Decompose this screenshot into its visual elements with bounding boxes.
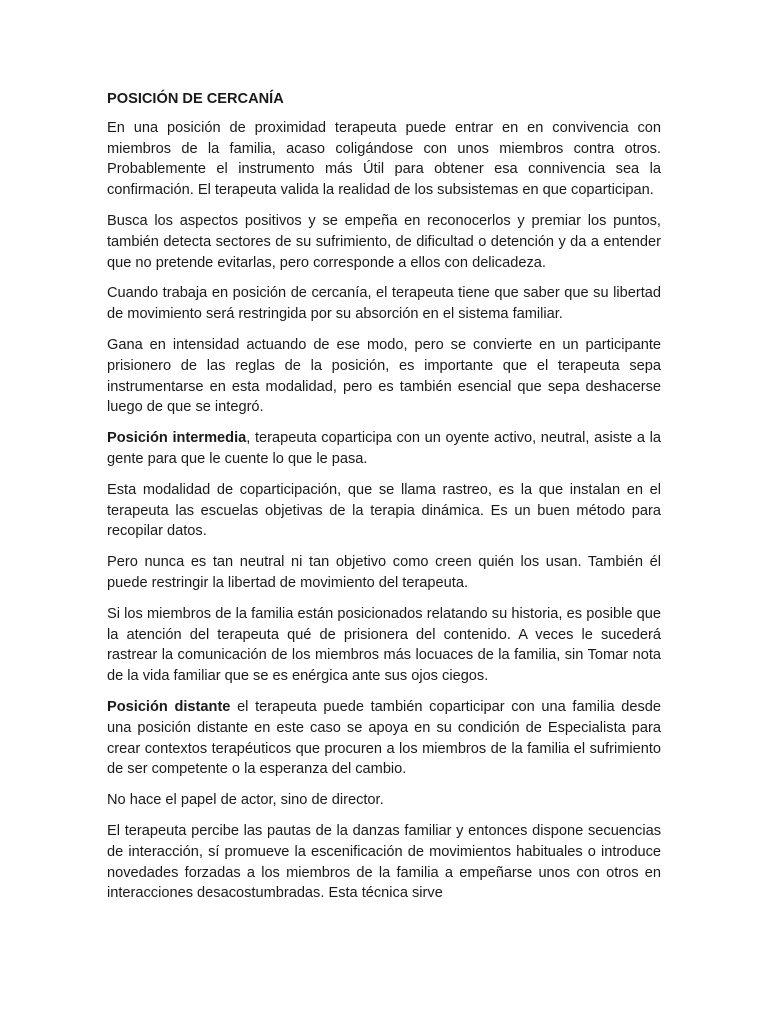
paragraph-text: Esta modalidad de coparticipación, que se llama rastreo, es la que instalan en el terapeuta las escuelas objetivas de la terapia dinámica. Es un buen método para recopilar datos. <box>107 481 661 540</box>
paragraph <box>107 283 661 325</box>
paragraph <box>107 697 661 780</box>
paragraph-text: Pero nunca es tan neutral ni tan objetivo como creen quién los usan. También él puede restringir la libertad de movimiento del terapeuta. <box>107 554 661 591</box>
section-heading: POSICIÓN DE CERCANÍA <box>107 91 284 107</box>
document-body <box>107 89 661 914</box>
paragraph-text: Cuando trabaja en posición de cercanía, el terapeuta tiene que saber que su libertad de movimiento será restringida por su absorción en el sistema familiar. <box>107 285 661 323</box>
paragraph <box>107 480 661 542</box>
paragraph-lead: Posición distante <box>107 698 231 715</box>
paragraph <box>107 790 661 811</box>
paragraph <box>107 552 661 594</box>
paragraph-text: Gana en intensidad actuando de ese modo, pero se convierte en un participante prisionero de las reglas de la posición, es importante que el terapeuta sepa instrumentarse en esta modalidad, pero es también esencial que sepa deshacerse luego de que se integró. <box>107 336 661 416</box>
paragraph <box>107 118 661 201</box>
paragraph-text: No hace el papel de actor, sino de director. <box>107 792 384 809</box>
paragraph-text: Si los miembros de la familia están posicionados relatando su historia, es posible que la atención del terapeuta qué de prisionera del contenido. A veces le sucederá rastrear la comunicación de los miembros más locuaces de la familia, sin Tomar nota de la vida familiar que se es enérgica ante sus ojos ciegos. <box>107 605 661 685</box>
paragraph-text: el terapeuta puede también coparticipar con una familia desde una posición distante en este caso se apoya en su condición de Especialista para crear contextos terapéuticos que procuren a los miembros de la familia el sufrimiento de ser competente o la esperanza del cambio. <box>107 698 662 778</box>
paragraph-text: En una posición de proximidad terapeuta puede entrar en en convivencia con miembros de la familia, acaso coligándose con unos miembros contra otros. Probablemente el instrumento más Útil para obtener esa connivencia sea la confirmación. El terapeuta valida la realidad de los subsistemas en que coparticipan. <box>107 119 661 199</box>
paragraph <box>107 335 661 418</box>
paragraph-text: El terapeuta percibe las pautas de la danzas familiar y entonces dispone secuencias de interacción, sí promueve la escenificación de movimientos habituales o introduce novedades forzadas a los miembros de la familia a empeñarse unos con otros en interacciones desacostumbradas. Esta técnica sirve <box>107 822 661 902</box>
paragraph <box>107 428 661 470</box>
paragraph <box>107 821 661 904</box>
paragraph <box>107 211 661 273</box>
paragraph-lead: Posición intermedia <box>107 430 247 447</box>
paragraph-text: , terapeuta coparticipa con un oyente activo, neutral, asiste a la gente para que le cuente lo que le pasa. <box>107 430 661 467</box>
paragraph <box>107 604 661 687</box>
paragraph-text: Busca los aspectos positivos y se empeña en reconocerlos y premiar los puntos, también detecta sectores de su sufrimiento, de dificultad o detención y da a entender que no pretende evitarlas, pero corresponde a ellos con delicadeza. <box>107 212 661 271</box>
